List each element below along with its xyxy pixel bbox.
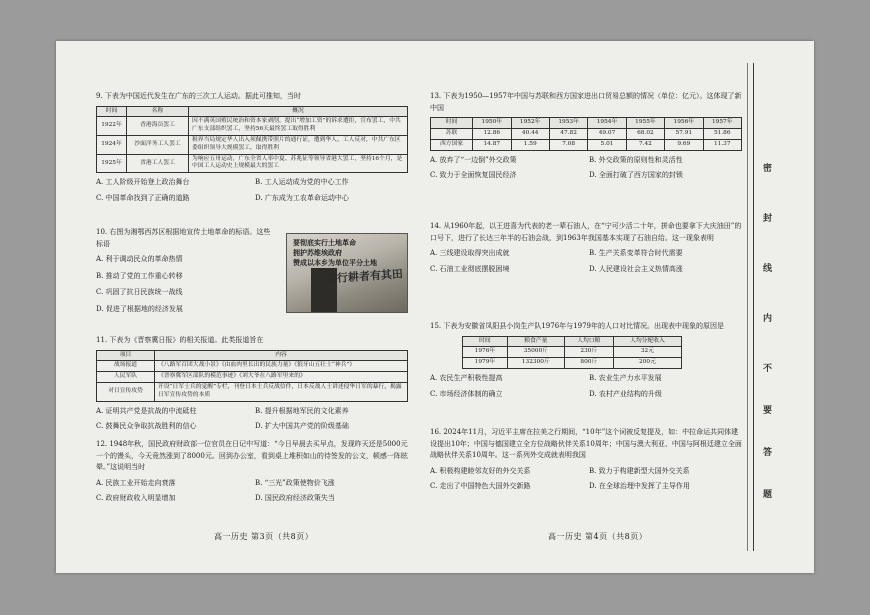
table-cell: 1979年 — [463, 358, 508, 369]
photo-slogan-line: 拥护苏维埃政府 — [293, 248, 342, 257]
option-d[interactable]: D. 国民政府经济政策失当 — [255, 494, 335, 503]
table-cell: 战场报道 — [97, 361, 155, 372]
question-15-table — [462, 336, 682, 369]
option-c[interactable]: C. 巩固了抗日民族统一战线 — [96, 288, 183, 297]
table-cell: 1.59 — [511, 139, 549, 150]
slogan-photo — [286, 233, 408, 313]
table-cell: 32元 — [613, 347, 681, 358]
question-13 — [430, 91, 742, 182]
photo-slogan-line: 赞成以本乡为单位平分土地 — [293, 258, 377, 267]
question-14-options — [430, 248, 742, 275]
table-header: 1956年 — [665, 118, 703, 129]
seal-char: 答 — [763, 448, 773, 458]
table-header: 1953年 — [549, 118, 587, 129]
table-cell: 7.08 — [549, 139, 587, 150]
table-cell: 西方国家 — [431, 139, 473, 150]
table-cell: 《八路军百团大战小景》《由血肉里长出的民族力量》《狼牙山五壮士“神兵”》 — [155, 361, 408, 372]
option-b[interactable]: B. 提升根据地军民的文化素养 — [255, 406, 349, 415]
page-4-footer: 高一历史 第4页（共8页） — [548, 532, 648, 541]
table-row — [97, 361, 408, 372]
table-cell: 《晋察冀军区部队的模范事迹》《刘大爷在八路军里来的》 — [155, 372, 408, 383]
option-d[interactable]: D. 人民建设社会主义热情高涨 — [589, 264, 683, 273]
table-cell: 800斤 — [564, 358, 613, 369]
question-16 — [430, 427, 742, 493]
option-c[interactable]: C. 中国革命找到了正确的道路 — [96, 193, 190, 202]
table-header: 粮食产量 — [507, 336, 564, 347]
table-header: 人均口粮 — [564, 336, 613, 347]
table-header: 1952年 — [511, 118, 549, 129]
table-cell: 对日宣传攻势 — [97, 382, 155, 401]
table-header: 1950年 — [473, 118, 511, 129]
table-cell: 9.69 — [665, 139, 703, 150]
option-a[interactable]: A. 民族工业开始走向衰落 — [96, 478, 176, 487]
option-b[interactable]: B. 推动了党的工作重心转移 — [96, 271, 183, 280]
table-cell: 230斤 — [564, 347, 613, 358]
question-14-stem: 14. 从1960年起，以王进喜为代表的老一辈石油人，在“宁可少活二十年，拼命也要拿下大庆油田”的口号下，进行了长达三年半的石油会战，到1963年我国基本实现了石油自给。这一现象表明 — [430, 222, 742, 242]
table-header: 概况 — [189, 106, 408, 117]
question-12 — [96, 439, 408, 505]
question-10-options — [96, 254, 266, 315]
table-row — [463, 347, 682, 358]
table-header: 内容 — [155, 350, 408, 361]
question-12-options — [96, 478, 408, 505]
option-c[interactable]: C. 政府财政收入明显增加 — [96, 494, 176, 503]
option-d[interactable]: D. 扩大中国共产党的阶级基础 — [255, 422, 349, 431]
question-13-table — [430, 117, 742, 150]
option-d[interactable]: D. 促进了根据地的经济发展 — [96, 304, 183, 313]
option-d[interactable]: D. 农村产业结构的升级 — [589, 389, 662, 398]
table-row — [97, 135, 408, 154]
table-cell: 35000斤 — [507, 347, 564, 358]
option-c[interactable]: C. 鼓舞民众争取抗战胜利的信心 — [96, 422, 197, 431]
seal-char: 密 — [763, 164, 773, 174]
option-d[interactable]: D. 在全球治理中发挥了主导作用 — [589, 482, 690, 491]
table-row — [431, 128, 742, 139]
table-cell: 200元 — [613, 358, 681, 369]
question-16-stem: 16. 2024年11月，习近平主席在拉美之行期间，“10年”这个词被反复提及，如：中拉命运共同体建设提出10年；中国与德国建立全方位战略伙伴关系10周年；中国与澳大利亚、中国与阿根廷建立全面战略伙伴关系10周年。这一系列外交成就表明我国 — [430, 428, 742, 460]
table-header: 时间 — [463, 336, 508, 347]
question-9-table — [96, 106, 408, 174]
page-3-column — [96, 41, 408, 573]
option-b[interactable]: B. “三光”政策使物价飞涨 — [255, 478, 335, 487]
option-b[interactable]: B. 致力于构建新型大国外交关系 — [589, 466, 690, 475]
table-cell: 沙面洋务工人罢工 — [127, 135, 189, 154]
table-header: 时间 — [431, 118, 473, 129]
option-d[interactable]: D. 全面打破了西方国家的封锁 — [589, 171, 683, 180]
table-cell: 租界当局规定华人出入须佩携带照片的通行证，遭到华人、工人反对，中共广东区委组织领导大规模罢工，取得胜利 — [189, 135, 408, 154]
table-row — [97, 117, 408, 136]
seal-char: 线 — [763, 264, 773, 274]
table-cell: 14.87 — [473, 139, 511, 150]
question-16-options — [430, 466, 742, 493]
table-cell: 11.37 — [703, 139, 741, 150]
page-4-column — [430, 41, 742, 573]
table-cell: 1925年 — [97, 154, 127, 173]
option-b[interactable]: B. 外交政策的原则性和灵活性 — [589, 155, 683, 164]
question-13-stem: 13. 下表为1950—1957年中国与苏联和西方国家进出口贸易总额的情况（单位：亿元）。这体现了新中国 — [430, 92, 742, 112]
table-cell: 1922年 — [97, 117, 127, 136]
table-row — [97, 154, 408, 173]
table-cell: 1976年 — [463, 347, 508, 358]
exam-sheet — [56, 41, 814, 573]
table-cell: 1924年 — [97, 135, 127, 154]
question-9 — [96, 91, 408, 204]
option-b[interactable]: B. 生产关系变革符合时代需要 — [589, 249, 683, 258]
table-cell: 57.91 — [665, 128, 703, 139]
option-c[interactable]: C. 致力于全面恢复国民经济 — [430, 171, 517, 180]
table-header: 名称 — [127, 106, 189, 117]
option-a[interactable]: A. 放弃了“一边倒”外交政策 — [430, 155, 517, 164]
table-cell: 省港工人罢工 — [127, 154, 189, 173]
table-cell: 40.44 — [511, 128, 549, 139]
seal-char: 要 — [763, 406, 773, 416]
question-11-options — [96, 406, 408, 433]
question-10 — [96, 227, 408, 327]
seal-line-inner — [747, 63, 748, 551]
seal-char: 题 — [763, 490, 773, 500]
option-a[interactable]: A. 利于调动民众的革命热情 — [96, 255, 183, 264]
question-9-stem: 9. 下表为中国近代发生在广东的三次工人运动。据此可推知，当时 — [96, 92, 301, 100]
question-9-options — [96, 177, 408, 204]
table-cell: 49.07 — [588, 128, 626, 139]
option-a[interactable]: A. 证明共产党是抗战的中流砥柱 — [96, 406, 197, 415]
table-cell: 人民军队 — [97, 372, 155, 383]
table-header: 项目 — [97, 350, 155, 361]
option-a[interactable]: A. 三线建设取得突出成就 — [430, 249, 510, 258]
option-c[interactable]: C. 市场经济体制的确立 — [430, 389, 503, 398]
table-row — [431, 139, 742, 150]
table-cell: 为响应五卅运动，广东全省人率中夏、苏兆征等领导省港大罢工，坚持16个月，是中国工人运动史上规模最大的罢工 — [189, 154, 408, 173]
question-15-options — [430, 373, 742, 400]
option-a[interactable]: A. 工人阶级开始登上政治舞台 — [96, 178, 190, 187]
table-row — [97, 372, 408, 383]
question-15 — [430, 321, 742, 400]
table-cell: 香港海员罢工 — [127, 117, 189, 136]
question-10-stem: 10. 右图为湘鄂西苏区根据地宣传土地革命的标语。这些标语 — [96, 228, 271, 248]
table-cell: 132300斤 — [507, 358, 564, 369]
table-header: 1957年 — [703, 118, 741, 129]
table-row — [97, 382, 408, 401]
question-15-stem: 15. 下表为安徽省凤阳县小岗生产队1976年与1979年的人口对比情况。出现表中现象的原因是 — [430, 322, 724, 330]
table-cell: 12.86 — [473, 128, 511, 139]
table-cell: 开设“日军士兵的觉醒”专栏，刊登日本士兵反战信件，日本反战人士讲述侵华日军的暴行，揭露日军宣传攻势的本质 — [155, 382, 408, 401]
table-cell: 苏联 — [431, 128, 473, 139]
option-a[interactable]: A. 农民生产积极性提高 — [430, 373, 503, 382]
photo-slogan-line: 要彻底实行土地革命 — [293, 238, 356, 247]
option-b[interactable]: B. 工人运动成为党的中心工作 — [255, 178, 349, 187]
seal-char: 不 — [763, 364, 773, 374]
option-c[interactable]: C. 走出了中国特色大国外交新路 — [430, 482, 531, 491]
table-header: 1955年 — [626, 118, 664, 129]
table-cell: 68.02 — [626, 128, 664, 139]
option-d[interactable]: D. 广东成为工农革命运动中心 — [255, 193, 349, 202]
table-cell: 7.42 — [626, 139, 664, 150]
option-a[interactable]: A. 积极构建睦邻友好的外交关系 — [430, 466, 531, 475]
table-row — [463, 358, 682, 369]
table-header: 1954年 — [588, 118, 626, 129]
seal-line — [753, 63, 754, 551]
seal-char: 内 — [763, 314, 773, 324]
table-cell: 51.86 — [703, 128, 741, 139]
table-header: 时间 — [97, 106, 127, 117]
question-12-stem: 12. 1948年秋，国民政府财政部一位官员在日记中写道：“今日早晨去买早点，发现昨天还是5000元一个的馒头，今天竟然涨到了8000元。回到办公室，看到桌上堆积如山的待签发的公文，顿感一阵眩晕。”这说明当时 — [96, 440, 408, 472]
page-3-footer: 高一历史 第3页（共8页） — [214, 532, 314, 541]
photo-slogan-large: 实行耕者有其田 — [325, 267, 404, 286]
option-c[interactable]: C. 石油工业彻底摆脱困境 — [430, 264, 510, 273]
table-cell: 47.82 — [549, 128, 587, 139]
question-13-options — [430, 155, 742, 182]
question-11-table — [96, 350, 408, 402]
seal-char: 封 — [763, 214, 773, 224]
option-b[interactable]: B. 农业生产力水平发展 — [589, 373, 662, 382]
question-14 — [430, 221, 742, 275]
table-cell: 5.01 — [588, 139, 626, 150]
table-cell: 因不满英国殖民统治和资本家剥削，提出“增加工资”的诉求遭拒，宣布罢工，中共广东支部组织罢工，坚持56天最终罢工取得胜利 — [189, 117, 408, 136]
question-11-stem: 11. 下表为《晋察冀日报》的相关报道。此类报道旨在 — [96, 336, 264, 344]
question-11 — [96, 335, 408, 433]
table-header: 人均分配收入 — [613, 336, 681, 347]
